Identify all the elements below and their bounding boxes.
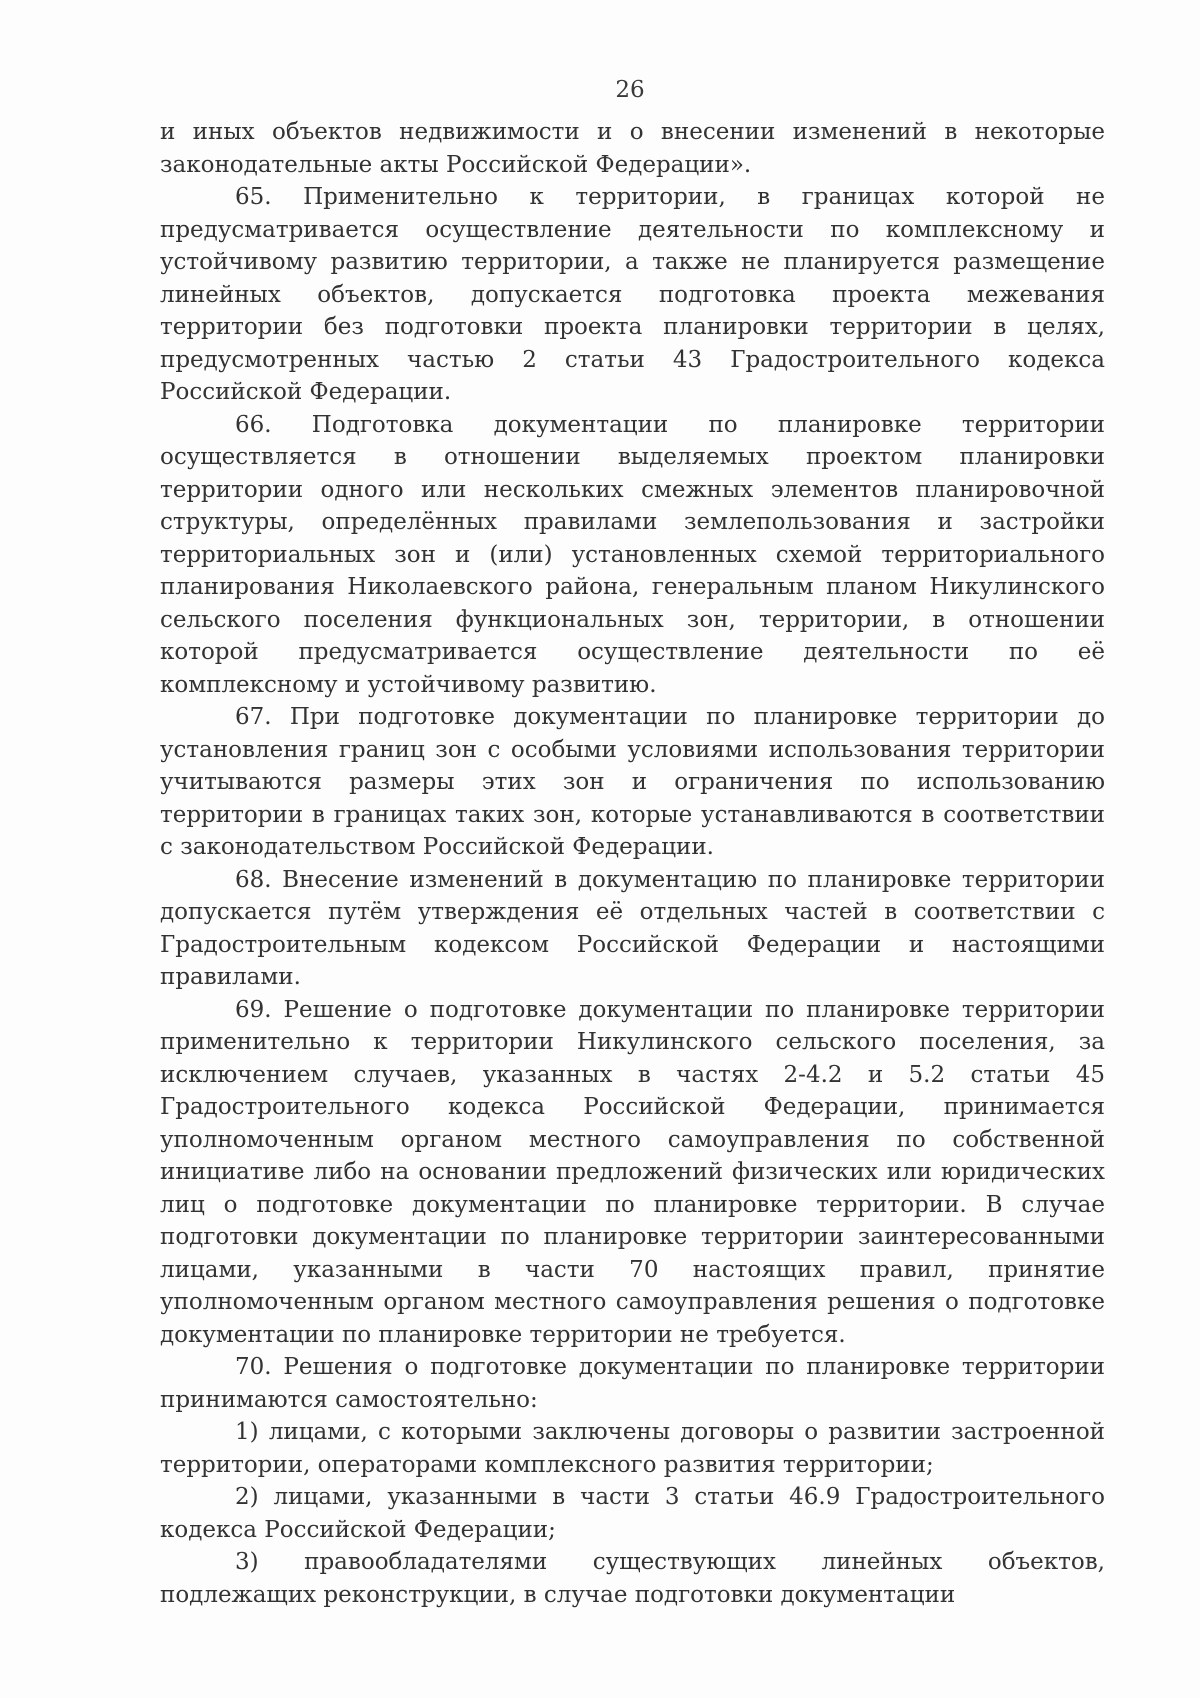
paragraph-69: 69. Решение о подготовке документации по планировке территории применительно к территории Никулинского сельского поселения, за исключением случаев, указанных в частях 2-4.2 и 5.2 статьи 45 Градостроительного кодекса Российской Федерации, принимается уполномоченным органом местного самоуправления по собственной инициативе либо на основании предложений физических или юридических лиц о подготовке документации по планировке территории. В случае подготовки документации по планировке территории заинтересованными лицами, указанными в части 70 настоящих правил, принятие уполномоченным органом местного самоуправления решения о подготовке документации по планировке территории не требуется.: [160, 996, 1105, 1348]
list-item-3: 3) правообладателями существующих линейных объектов, подлежащих реконструкции, в случае подготовки документации: [160, 1549, 1105, 1608]
list-item-2: 2) лицами, указанными в части 3 статьи 46.9 Градостроительного кодекса Российской Федерации;: [160, 1484, 1105, 1543]
paragraph-68: 68. Внесение изменений в документацию по планировке территории допускается путём утверждения её отдельных частей в соответствии с Градостроительным кодексом Российской Федерации и настоящими правилами.: [160, 866, 1105, 990]
paragraph-66: 66. Подготовка документации по планировке территории осуществляется в отношении выделяемых проектом планировки территории одного или нескольких смежных элементов планировочной структуры, определённых правилами землепользования и застройки территориальных зон и (или) установленных схемой территориального планирования Николаевского района, генеральным планом Никулинского сельского поселения функциональных зон, территории, в отношении которой предусматривается осуществление деятельности по её комплексному и устойчивому развитию.: [160, 411, 1105, 698]
paragraph-continuation: и иных объектов недвижимости и о внесении изменений в некоторые законодательные акты Российской Федерации».: [160, 119, 1105, 178]
paragraph-67: 67. При подготовке документации по планировке территории до установления границ зон с особыми условиями использования территории учитываются размеры этих зон и ограничения по использованию территории в границах таких зон, которые устанавливаются в соответствии с законодательством Российской Федерации.: [160, 704, 1105, 860]
list-item-1: 1) лицами, с которыми заключены договоры о развитии застроенной территории, операторами комплексного развития территории;: [160, 1419, 1105, 1478]
document-body: [160, 116, 1105, 1611]
paragraph-65: 65. Применительно к территории, в границах которой не предусматривается осуществление деятельности по комплексному и устойчивому развитию территории, а также не планируется размещение линейных объектов, допускается подготовка проекта межевания территории без подготовки проекта планировки территории в целях, предусмотренных частью 2 статьи 43 Градостроительного кодекса Российской Федерации.: [160, 184, 1105, 405]
paragraph-70: 70. Решения о подготовке документации по планировке территории принимаются самостоятельно:: [160, 1354, 1105, 1413]
page-number: 26: [615, 77, 645, 103]
